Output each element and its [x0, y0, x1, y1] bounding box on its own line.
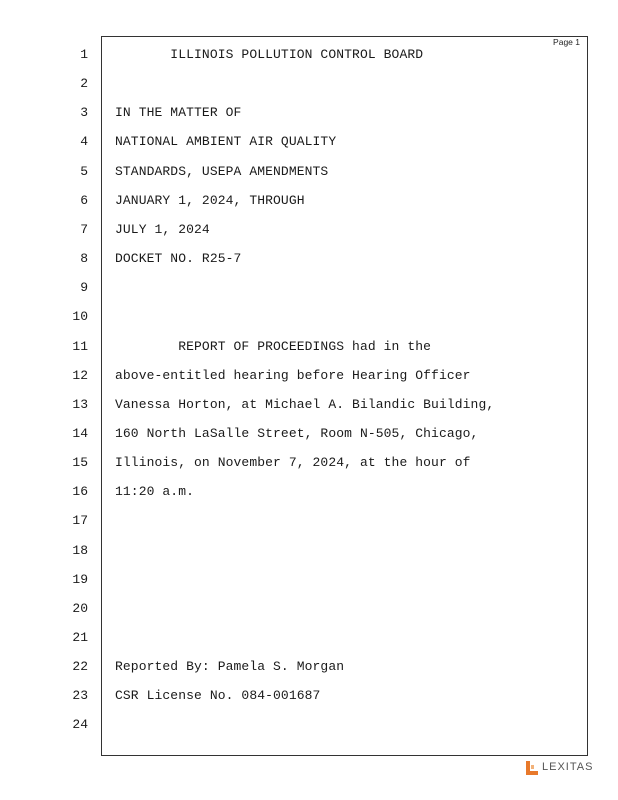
line-text: DOCKET NO. R25-7 — [115, 251, 242, 266]
line-number: 23 — [72, 688, 88, 703]
line-number: 12 — [72, 368, 88, 383]
line-number: 14 — [72, 426, 88, 441]
line-number: 21 — [72, 630, 88, 645]
line-number: 20 — [72, 601, 88, 616]
line-number: 2 — [80, 76, 88, 91]
line-number: 18 — [72, 543, 88, 558]
line-number: 7 — [80, 222, 88, 237]
line-number: 5 — [80, 164, 88, 179]
line-number: 22 — [72, 659, 88, 674]
line-text: REPORT OF PROCEEDINGS had in the — [115, 339, 432, 354]
line-number: 6 — [80, 193, 88, 208]
line-text: Illinois, on November 7, 2024, at the hour of — [115, 455, 471, 470]
line-number: 10 — [72, 309, 88, 324]
line-text: 160 North LaSalle Street, Room N-505, Chicago, — [115, 426, 479, 441]
lexitas-logo-icon — [524, 759, 540, 775]
line-text: NATIONAL AMBIENT AIR QUALITY — [115, 134, 337, 149]
line-text: Vanessa Horton, at Michael A. Bilandic Building, — [115, 397, 495, 412]
line-number: 4 — [80, 134, 88, 149]
line-number: 1 — [80, 47, 88, 62]
line-number: 19 — [72, 572, 88, 587]
page-number-label: Page 1 — [553, 37, 580, 47]
line-text: ILLINOIS POLLUTION CONTROL BOARD — [115, 47, 424, 62]
line-text: JULY 1, 2024 — [115, 222, 210, 237]
line-text: above-entitled hearing before Hearing Officer — [115, 368, 471, 383]
line-number: 11 — [72, 339, 88, 354]
line-number: 15 — [72, 455, 88, 470]
line-number: 24 — [72, 717, 88, 732]
line-number: 8 — [80, 251, 88, 266]
line-number: 9 — [80, 280, 88, 295]
line-text: Reported By: Pamela S. Morgan — [115, 659, 345, 674]
line-number: 16 — [72, 484, 88, 499]
line-text: CSR License No. 084-001687 — [115, 688, 321, 703]
line-number: 17 — [72, 513, 88, 528]
line-text: IN THE MATTER OF — [115, 105, 242, 120]
lexitas-logo-text: LEXITAS — [542, 761, 594, 773]
line-text: STANDARDS, USEPA AMENDMENTS — [115, 164, 329, 179]
line-text: 11:20 a.m. — [115, 484, 195, 499]
line-number: 3 — [80, 105, 88, 120]
line-number: 13 — [72, 397, 88, 412]
line-text: JANUARY 1, 2024, THROUGH — [115, 193, 305, 208]
lexitas-logo — [524, 758, 593, 776]
